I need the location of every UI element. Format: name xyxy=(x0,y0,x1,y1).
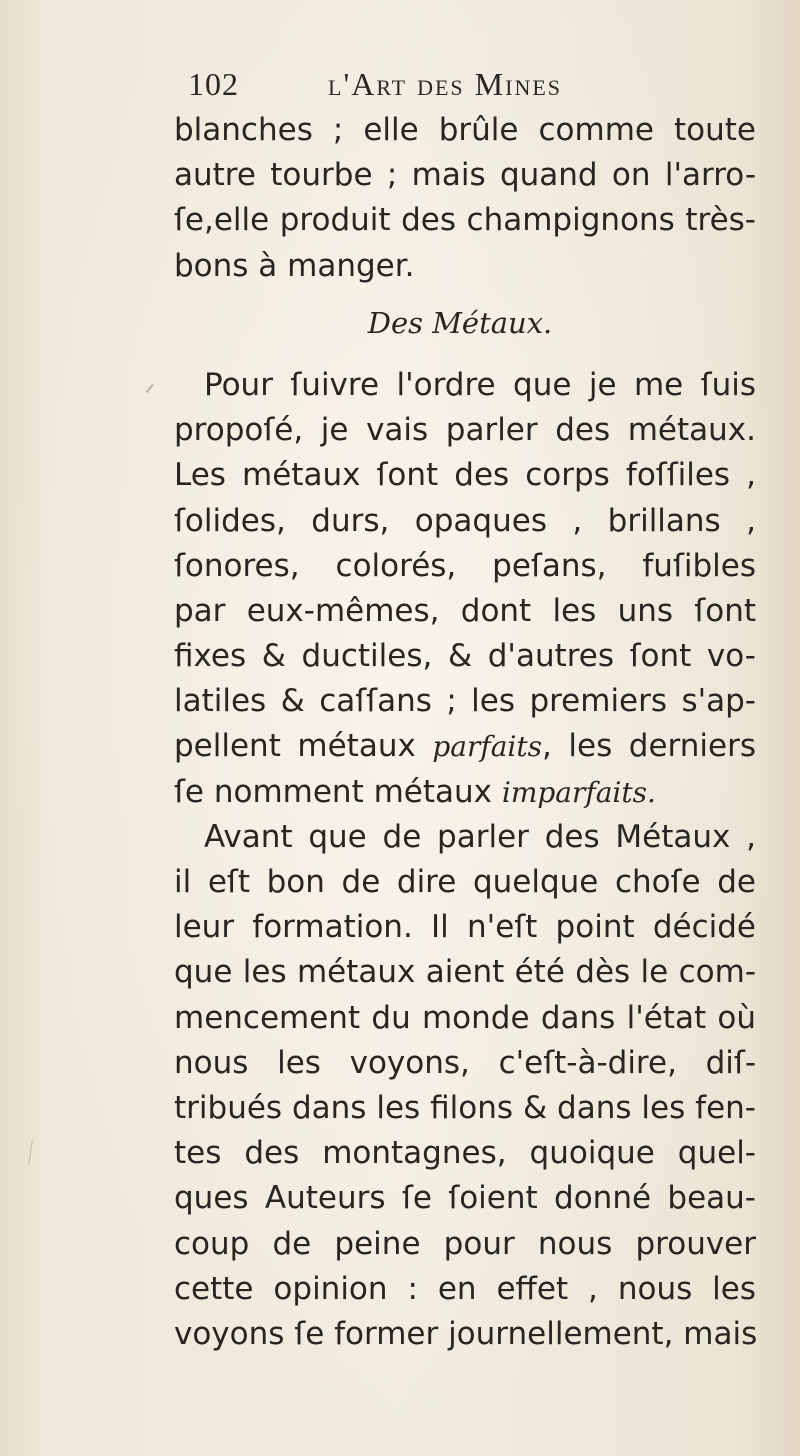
running-title: l'Art des Mines xyxy=(328,66,563,102)
text-line: que les métaux aient été dès le com- xyxy=(174,954,756,991)
pencil-mark xyxy=(146,384,165,402)
text-line: ſonores, colorés, peſans, fuſibles xyxy=(174,547,756,584)
text-line: Pour ſuivre l'ordre que je me ſuis xyxy=(204,366,756,403)
text-line: propoſé, je vais parler des métaux. xyxy=(174,412,756,449)
text-line: mencement du monde dans l'état où xyxy=(174,999,756,1036)
text-line: blanches ; elle brûle comme toute xyxy=(174,112,756,148)
text-segment: ſe nomment métaux xyxy=(174,773,502,810)
section-heading: Des Métaux. xyxy=(367,305,553,340)
text-line: ſolides, durs, opaques , brillans , xyxy=(174,502,756,539)
text-line: Avant que de parler des Métaux , xyxy=(204,818,756,855)
text-line: nous les voyons, c'eſt-à-dire, diſ- xyxy=(174,1044,756,1081)
text-line: cette opinion : en effet , nous les xyxy=(174,1270,756,1307)
text-line: bons à manger. xyxy=(174,247,415,284)
text-line: ques Auteurs ſe ſoient donné beau- xyxy=(174,1180,756,1217)
text-line: coup de peine pour nous prouver xyxy=(174,1225,756,1262)
running-header xyxy=(188,60,648,110)
text-line: leur formation. Il n'eſt point décidé xyxy=(174,909,756,946)
text-line: autre tourbe ; mais quand on l'arro- xyxy=(174,157,756,194)
text-line: par eux-mêmes, dont les uns ſont xyxy=(174,592,756,629)
text-line: il eſt bon de dire quelque choſe de xyxy=(174,864,756,900)
page-body-text xyxy=(174,108,756,1357)
page-number: 102 xyxy=(188,66,239,102)
text-line xyxy=(174,724,756,769)
text-line xyxy=(174,770,756,815)
text-segment: pellent métaux xyxy=(174,728,433,765)
text-line: tes des montagnes, quoique quel- xyxy=(174,1135,756,1172)
italic-term-parfaits: parfaits xyxy=(432,730,543,764)
text-line: tribués dans les filons & dans les fen- xyxy=(174,1089,756,1126)
text-line: latiles & caſſans ; les premiers s'ap- xyxy=(174,683,756,720)
pencil-mark xyxy=(28,1140,37,1166)
text-line: fixes & ductiles, & d'autres ſont vo- xyxy=(174,638,756,675)
text-line: voyons ſe former journellement, mais xyxy=(174,1315,758,1352)
text-line: Les métaux ſont des corps foſſiles , xyxy=(174,457,756,494)
text-line: ſe,elle produit des champignons très- xyxy=(174,202,756,239)
text-segment: , les derniers xyxy=(542,728,756,765)
italic-term-imparfaits: imparfaits. xyxy=(501,775,656,809)
